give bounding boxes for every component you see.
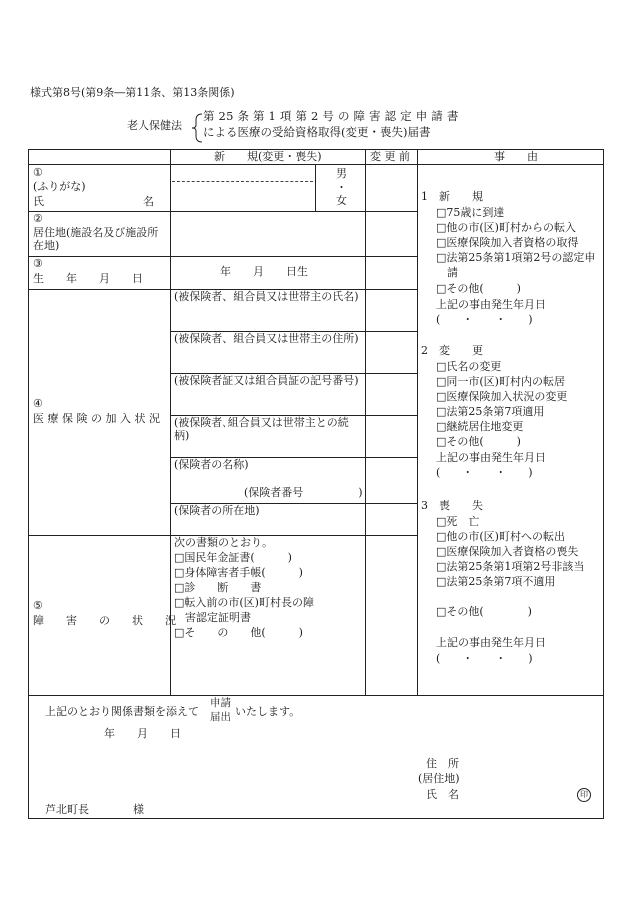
row-number-4: ④	[33, 397, 43, 410]
insured-name-field: (被保険者、組合員又は世帯主の氏名)	[174, 290, 359, 303]
disability-doc-diagnosis: □診 断 書	[174, 581, 262, 594]
reason-item: □法第25条第1項第2号の認定申	[436, 251, 596, 264]
brace-icon	[190, 113, 204, 143]
disability-intro: 次の書類のとおり。	[174, 536, 273, 549]
seal-icon: 印	[577, 788, 591, 802]
reason-item: □継続居住地変更	[436, 420, 524, 433]
disability-label: 障 害 の 状 況	[33, 614, 176, 627]
reason-item: □法第25条第1項第2号非該当	[436, 560, 585, 573]
disability-doc-other: □そ の 他( )	[174, 626, 303, 639]
reason-item: □他の市(区)町村への転出	[436, 530, 565, 543]
residence-sub-label: (居住地)	[418, 772, 460, 785]
statement-text: 上記のとおり関係書類を添えて	[45, 705, 199, 718]
form-number: 様式第8号(第9条―第11条、第13条関係)	[30, 86, 235, 99]
name-label: 氏 名	[33, 195, 154, 208]
insurer-name-field: (保険者の名称)	[174, 458, 249, 471]
reason-item: □その他( )	[436, 435, 521, 448]
row-number-2: ②	[33, 212, 43, 225]
furigana-label: (ふりがな)	[33, 180, 86, 193]
column-header-new: 新 規(変更・喪失)	[214, 150, 322, 163]
title-line-2: による医療の受給資格取得(変更・喪失)届書	[203, 125, 431, 139]
reason-loss-title: 3 喪 失	[421, 499, 483, 512]
reason-date-label: 上記の事由発生年月日	[436, 451, 546, 464]
reason-change-title: 2 変 更	[421, 344, 483, 357]
address-label: 住 所	[426, 757, 459, 770]
statement-report: 届出	[210, 711, 231, 723]
sex-separator: ・	[336, 181, 347, 194]
reason-item: □医療保険加入者資格の喪失	[436, 545, 579, 558]
reason-item: □その他( )	[436, 605, 532, 618]
disability-doc-transfer-cont: 害認定証明書	[174, 611, 251, 624]
reason-date: ( ・ ・ )	[436, 313, 533, 326]
reason-item: □氏名の変更	[436, 360, 502, 373]
reason-item: □法第25条第7項不適用	[436, 575, 556, 588]
statement-end: いたします。	[235, 705, 301, 718]
reason-item: □その他( )	[436, 282, 521, 295]
row-number-5: ⑤	[33, 599, 43, 612]
birthdate-label: 生 年 月 日	[33, 272, 143, 285]
reason-date: ( ・ ・ )	[436, 466, 533, 479]
disability-doc-handbook: □身体障害者手帳( )	[174, 566, 303, 579]
residence-label: 居住地(施設名及び施設所在地)	[33, 226, 159, 252]
sex-male: 男	[336, 167, 347, 180]
reason-item: □死 亡	[436, 515, 480, 528]
reason-item: □医療保険加入状況の変更	[436, 390, 568, 403]
addressee: 芦北町長 様	[45, 803, 144, 816]
column-header-reason: 事 由	[494, 150, 538, 163]
row-number-1: ①	[33, 166, 43, 179]
reason-date: ( ・ ・ )	[436, 652, 533, 665]
reason-item: □75歳に到達	[436, 206, 505, 219]
reason-item: □医療保険加入者資格の取得	[436, 236, 579, 249]
birthdate-value: 年 月 日生	[220, 265, 308, 278]
reason-item: 請	[436, 266, 458, 279]
reason-new-title: 1 新 規	[421, 190, 483, 203]
reason-item: □法第25条第7項適用	[436, 405, 545, 418]
insurance-number-field: (被保険者証又は組合員証の記号番号)	[174, 374, 359, 387]
reason-item: □他の市(区)町村からの転入	[436, 221, 576, 234]
statement-apply: 申請	[210, 697, 231, 709]
insurer-number-field: (保険者番号 )	[244, 486, 363, 499]
sex-female: 女	[336, 194, 347, 207]
insured-address-field: (被保険者、組合員又は世帯主の住所)	[174, 332, 359, 345]
disability-doc-pension: □国民年金証書( )	[174, 551, 292, 564]
column-header-before: 変 更 前	[370, 150, 410, 163]
disability-doc-transfer: □転入前の市(区)町村長の障	[174, 596, 314, 609]
applicant-name-label: 氏 名	[426, 788, 459, 801]
insurer-location-field: (保険者の所在地)	[174, 504, 260, 517]
reason-date-label: 上記の事由発生年月日	[436, 636, 546, 649]
reason-item: □同一市(区)町村内の転居	[436, 375, 565, 388]
row-number-3: ③	[33, 257, 43, 270]
relationship-field: (被保険者､組合員又は世帯主との続柄)	[174, 416, 349, 442]
submission-date: 年 月 日	[104, 727, 181, 740]
law-name: 老人保健法	[127, 119, 182, 132]
reason-date-label: 上記の事由発生年月日	[436, 298, 546, 311]
title-line-1: 第 25 条 第 1 項 第 2 号 の 障 害 認 定 申 請 書	[203, 109, 459, 123]
insurance-label: 医 療 保 険 の 加 入 状 況	[33, 412, 160, 425]
